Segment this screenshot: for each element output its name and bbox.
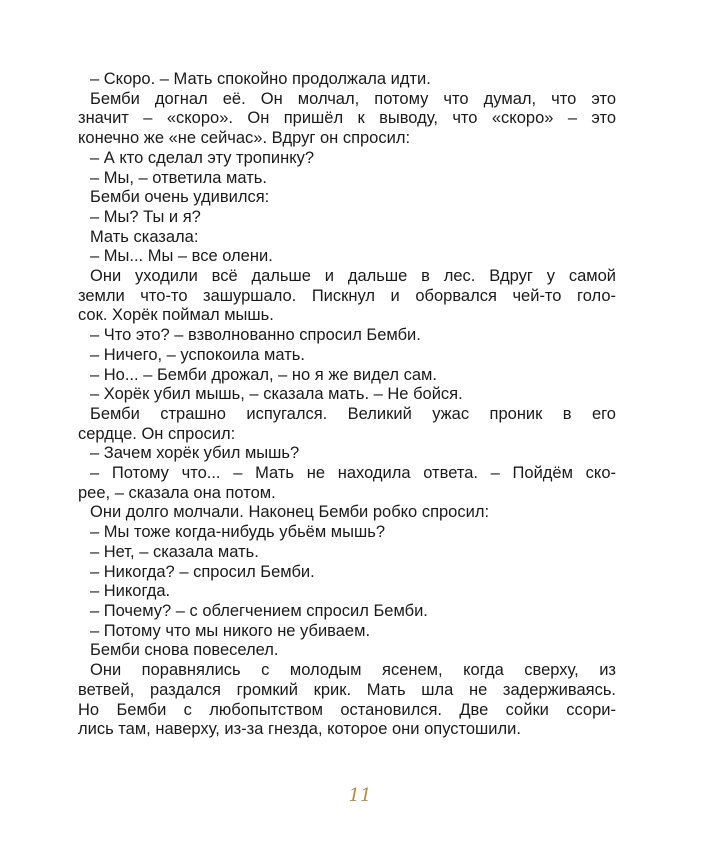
- text-line: – Хорёк убил мышь, – сказала мать. – Не бойся.: [90, 385, 463, 404]
- paragraph: [78, 169, 616, 189]
- text-line: Они поравнялись с молодым ясенем, когда сверху, из: [90, 661, 616, 680]
- paragraph: [78, 503, 616, 523]
- text-line: рее, – сказала она потом.: [78, 483, 276, 502]
- text-line: – Никогда.: [90, 582, 171, 601]
- paragraph: [78, 346, 616, 366]
- text-line: – Но... – Бемби дрожал, – но я же видел сам.: [90, 365, 437, 384]
- paragraph: [78, 582, 616, 602]
- paragraph: [78, 622, 616, 642]
- paragraph: [78, 228, 616, 248]
- text-line: сердце. Он спросил:: [78, 424, 236, 443]
- text-line: ветвей, раздался громкий крик. Мать шла не задерживаясь.: [78, 680, 616, 699]
- text-line: Бемби снова повеселел.: [90, 641, 279, 660]
- text-line: – Зачем хорёк убил мышь?: [90, 444, 300, 463]
- text-line: земли что-то зашуршало. Пискнул и оборвался чей-то голо-: [78, 286, 616, 305]
- text-line: – А кто сделал эту тропинку?: [90, 148, 315, 167]
- paragraph: [78, 563, 616, 583]
- text-line: Бемби страшно испугался. Великий ужас проник в его: [90, 404, 616, 423]
- paragraph: [78, 523, 616, 543]
- text-line: – Скоро. – Мать спокойно продолжала идти.: [90, 70, 431, 88]
- paragraph: [78, 602, 616, 622]
- text-line: значит – «скоро». Он пришёл к выводу, что «скоро» – это: [78, 109, 616, 128]
- paragraph: [78, 444, 616, 464]
- text-line: – Потому что мы никого не убиваем.: [90, 621, 371, 640]
- page-number: 11: [348, 785, 372, 806]
- text-line: – Потому что... – Мать не находила ответа. – Пойдём ско-: [90, 464, 616, 483]
- story-text: [78, 70, 616, 740]
- paragraph: [78, 326, 616, 346]
- text-line: Они долго молчали. Наконец Бемби робко спросил:: [90, 503, 490, 522]
- text-line: конечно же «не сейчас». Вдруг он спросил:: [78, 129, 411, 148]
- text-line: – Почему? – с облегчением спросил Бемби.: [90, 601, 428, 620]
- paragraph: [78, 90, 616, 149]
- paragraph: [78, 208, 616, 228]
- text-line: Они уходили всё дальше и дальше в лес. Вдруг у самой: [90, 267, 616, 286]
- text-line: – Что это? – взволнованно спросил Бемби.: [90, 326, 421, 345]
- text-line: сок. Хорёк поймал мышь.: [78, 306, 274, 325]
- paragraph: [78, 543, 616, 563]
- text-line: – Никогда? – спросил Бемби.: [90, 562, 315, 581]
- text-line: – Мы, – ответила мать.: [90, 168, 267, 187]
- text-line: лись там, наверху, из-за гнезда, которое они опустошили.: [78, 720, 521, 739]
- paragraph: [78, 661, 616, 740]
- paragraph: [78, 149, 616, 169]
- paragraph: [78, 70, 616, 90]
- paragraph: [78, 405, 616, 444]
- text-line: Бемби очень удивился:: [90, 188, 270, 207]
- text-line: – Мы тоже когда-нибудь убьём мышь?: [90, 523, 385, 542]
- text-line: – Мы... Мы – все олени.: [90, 247, 273, 266]
- text-line: Мать сказала:: [90, 227, 199, 246]
- text-line: – Нет, – сказала мать.: [90, 542, 259, 561]
- text-line: Но Бемби с любопытством остановился. Две сойки ссори-: [78, 700, 616, 719]
- text-line: Бемби догнал её. Он молчал, потому что думал, что это: [90, 89, 616, 108]
- paragraph: [78, 385, 616, 405]
- text-line: – Ничего, – успокоила мать.: [90, 345, 305, 364]
- paragraph: [78, 247, 616, 267]
- paragraph: [78, 366, 616, 386]
- paragraph: [78, 641, 616, 661]
- paragraph: [78, 464, 616, 503]
- text-line: – Мы? Ты и я?: [90, 207, 201, 226]
- paragraph: [78, 267, 616, 326]
- paragraph: [78, 188, 616, 208]
